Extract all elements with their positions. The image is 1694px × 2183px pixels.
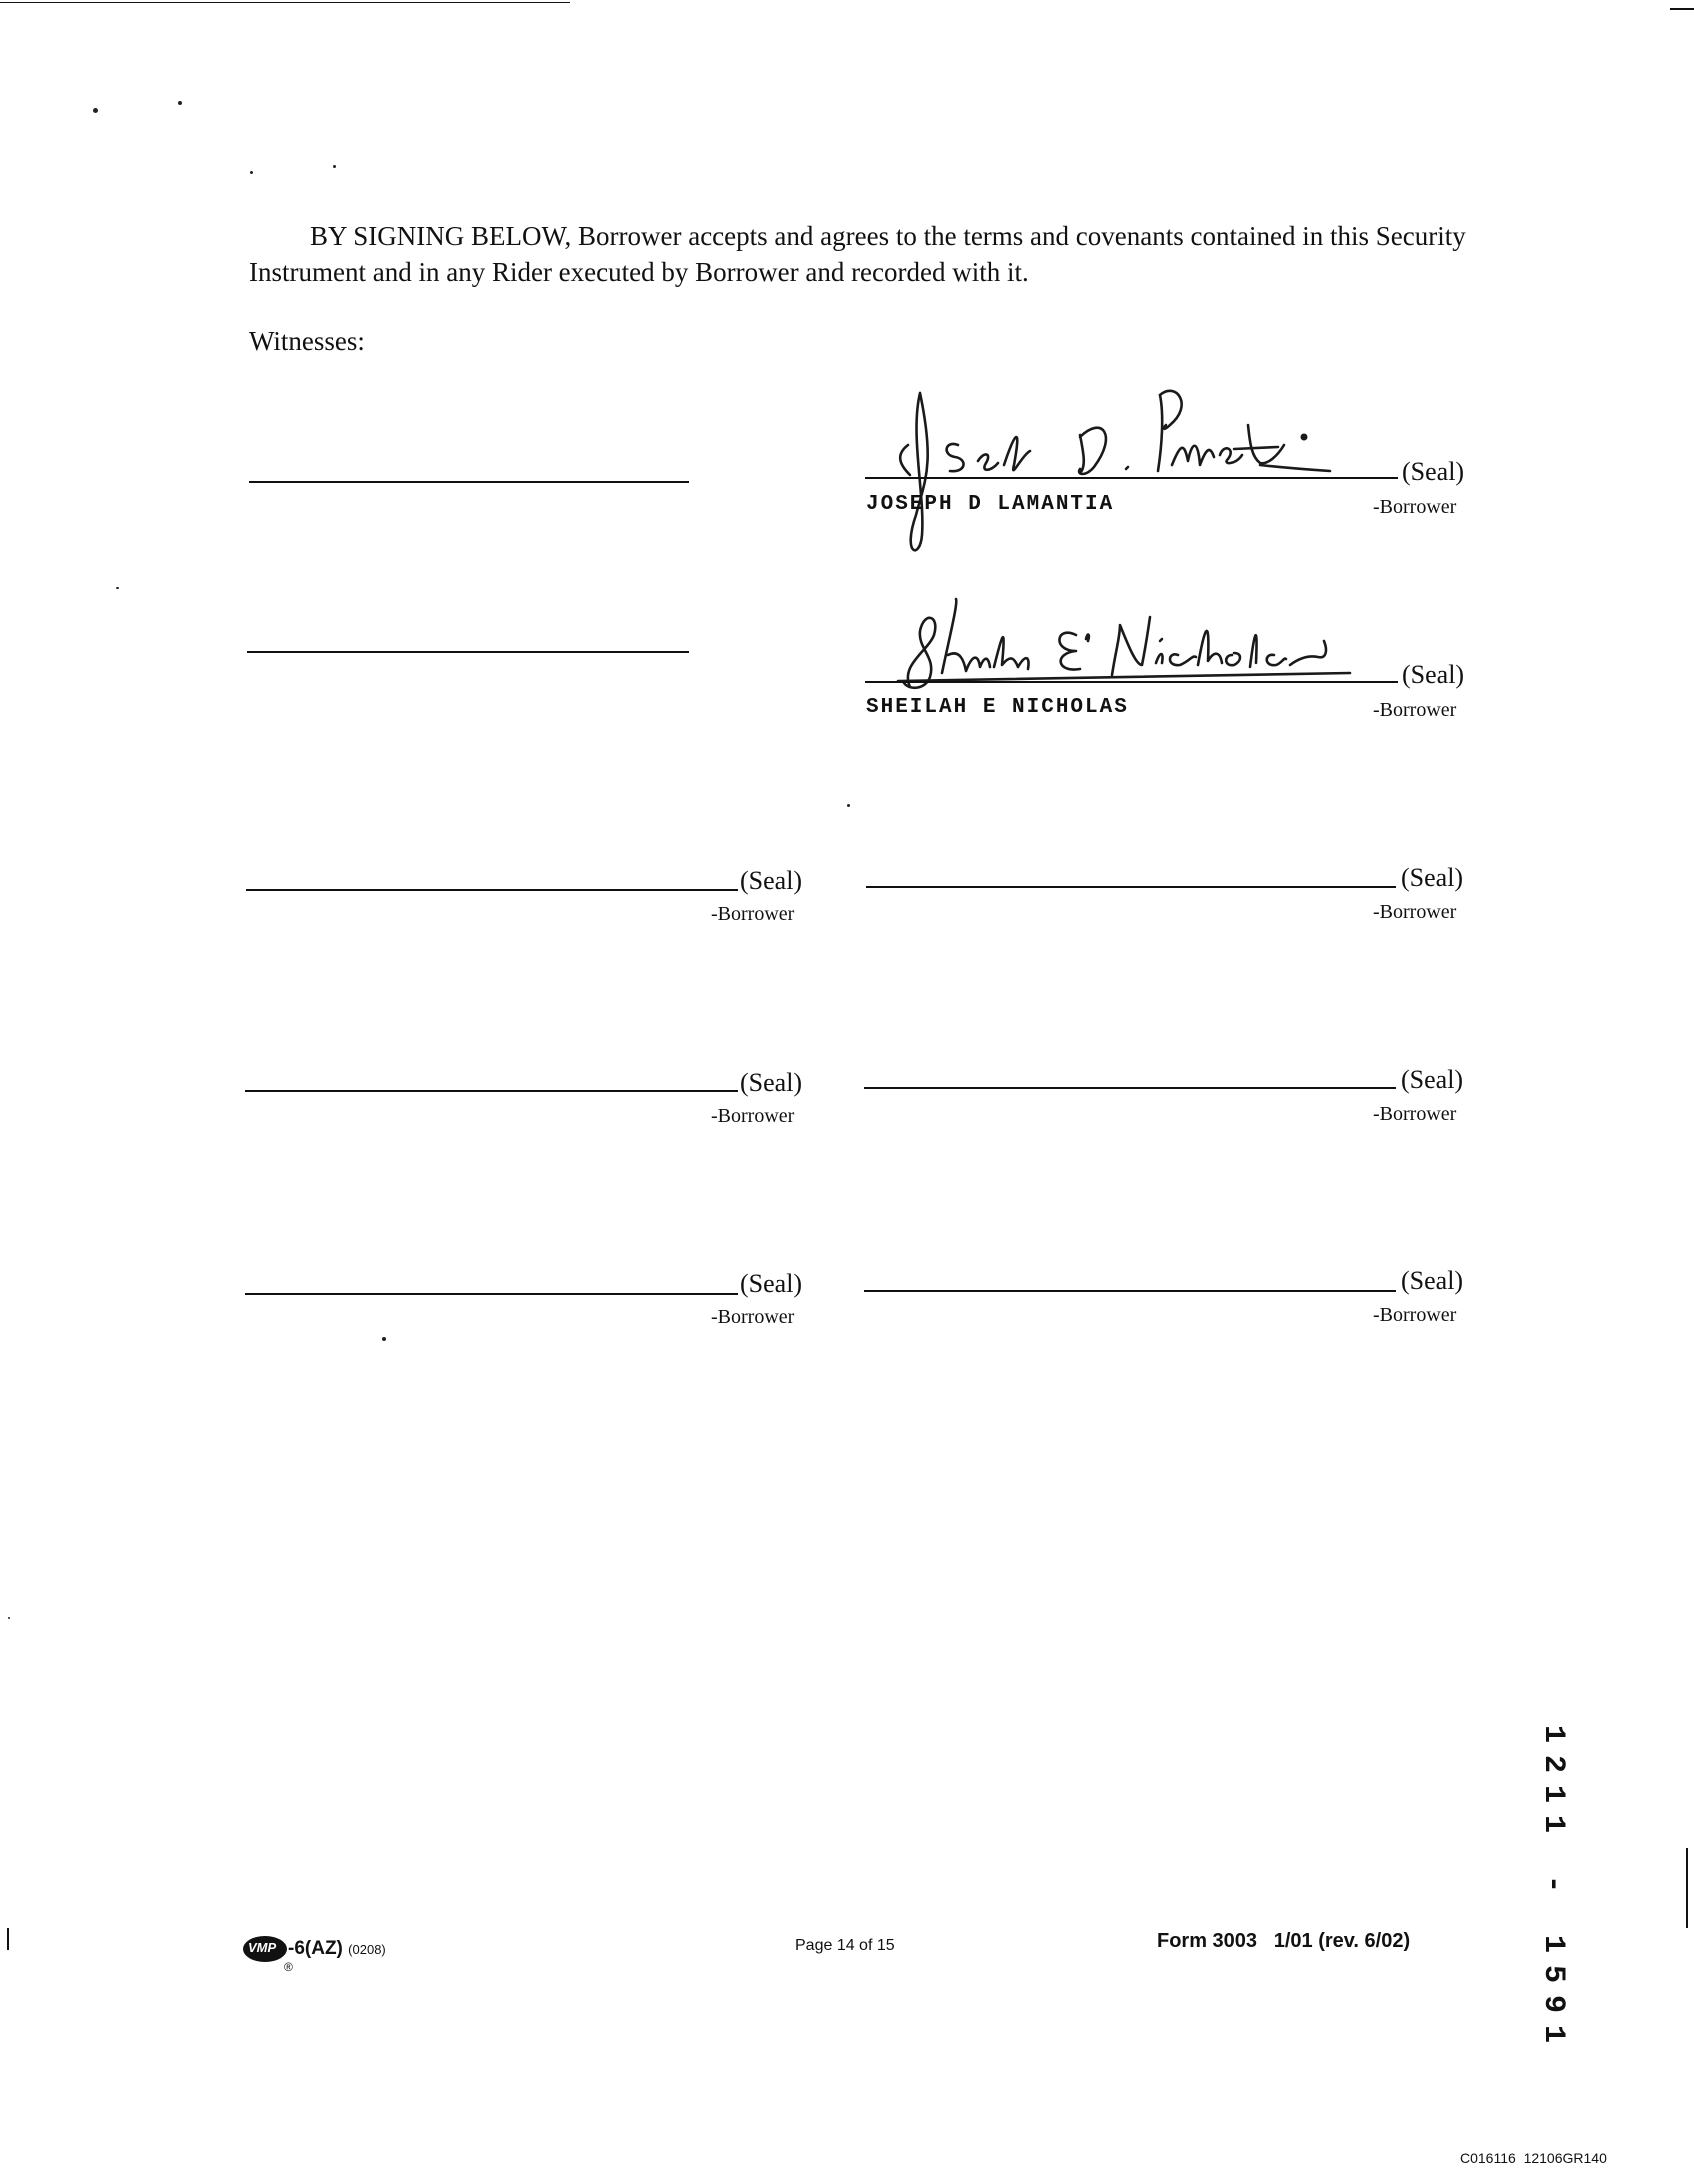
borrower-label-left-3: -Borrower: [711, 1306, 795, 1328]
scan-speck: [382, 1337, 386, 1341]
signature-line-left-1: [246, 889, 738, 891]
borrower-label-left-2: -Borrower: [711, 1105, 795, 1127]
borrower-label-right-2: -Borrower: [1373, 1103, 1457, 1125]
borrower-2-signature: [880, 595, 1360, 695]
seal-label-left-1: (Seal): [740, 866, 803, 895]
witness-line-1: [249, 481, 689, 483]
seal-label-right-1: (Seal): [1401, 863, 1464, 892]
top-border-rule: [0, 2, 570, 3]
signature-line-right-2: [864, 1087, 1396, 1089]
scan-speck: [178, 101, 182, 105]
witness-line-2: [247, 651, 689, 653]
witnesses-label: Witnesses:: [249, 326, 365, 356]
scan-speck: [250, 171, 253, 174]
signature-line-left-3: [245, 1293, 738, 1295]
registered-mark-icon: ®: [284, 1960, 293, 1974]
borrower-2-role-label: -Borrower: [1373, 699, 1457, 721]
vmp-logo-text: VMP: [248, 1940, 277, 1955]
borrower-2-signature-line: [865, 681, 1398, 683]
scan-speck: [333, 165, 336, 168]
borrower-2-name: SHEILAH E NICHOLAS: [866, 696, 1129, 719]
vertical-recording-number: 1211 - 1591: [1536, 1725, 1570, 2056]
signature-line-right-1: [866, 886, 1396, 888]
seal-label-right-2: (Seal): [1401, 1065, 1464, 1094]
right-margin-rule: [1686, 1848, 1688, 1928]
seal-label-left-3: (Seal): [740, 1269, 803, 1298]
intro-paragraph: BY SIGNING BELOW, Borrower accepts and agrees to the terms and covenants contained in this Security Instrument and in any Rider executed by Borrower and recorded with it.: [249, 221, 1466, 287]
signature-line-left-2: [245, 1090, 738, 1092]
borrower-1-seal-label: (Seal): [1402, 457, 1465, 486]
form-code-value: -6(AZ): [288, 1938, 343, 1959]
top-right-corner-mark: [1670, 8, 1694, 10]
borrower-1-signature: [880, 385, 1360, 565]
form-code: [288, 1938, 386, 1960]
signature-line-right-3: [864, 1290, 1396, 1292]
borrower-1-name: JOSEPH D LAMANTIA: [866, 493, 1115, 516]
scan-speck: [116, 587, 119, 589]
scan-speck: [93, 108, 98, 113]
borrower-1-role-label: -Borrower: [1373, 496, 1457, 518]
seal-label-right-3: (Seal): [1401, 1266, 1464, 1295]
seal-label-left-2: (Seal): [740, 1068, 803, 1097]
left-margin-tick: [7, 1928, 9, 1950]
page-info: Page 14 of 15: [795, 1937, 895, 1954]
form-code-date: (0208): [348, 1942, 386, 1957]
form-number: Form 3003 1/01 (rev. 6/02): [1157, 1930, 1411, 1952]
vmp-logo: [242, 1934, 293, 1974]
scan-speck: [847, 804, 850, 807]
document-id: C016116 12106GR140: [1460, 2150, 1607, 2166]
borrower-1-signature-line: [865, 477, 1398, 479]
scan-speck: [8, 1617, 10, 1619]
borrower-2-seal-label: (Seal): [1402, 660, 1465, 689]
borrower-label-right-1: -Borrower: [1373, 901, 1457, 923]
borrower-label-left-1: -Borrower: [711, 903, 795, 925]
borrower-label-right-3: -Borrower: [1373, 1304, 1457, 1326]
